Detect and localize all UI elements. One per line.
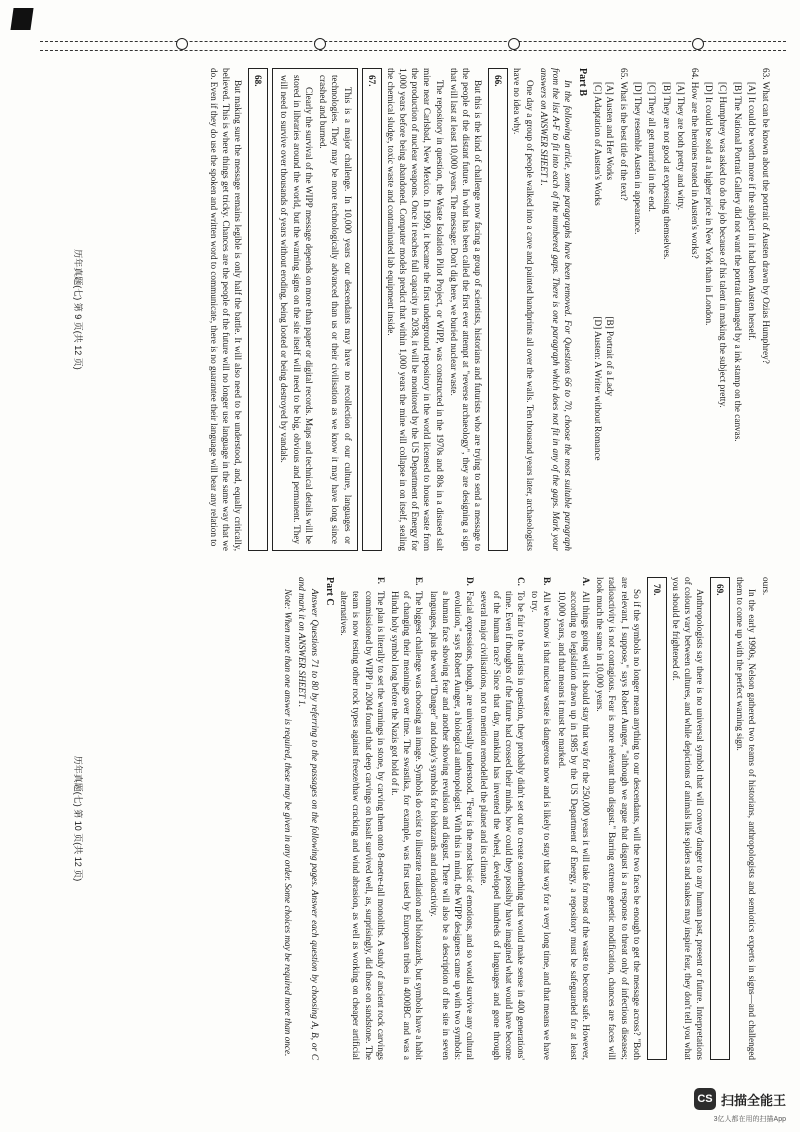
question-63-option-a: [A] It could be worth more if the subject in it had been Austen herself.	[746, 82, 757, 341]
binding-line-bottom	[40, 50, 786, 51]
question-65-option-d: [D] Austen: A Writer without Romance	[592, 316, 603, 461]
gap-67-box	[362, 68, 382, 551]
option-a-label: A.	[580, 577, 591, 586]
gap-70-label: 70.	[651, 584, 662, 596]
part-b-directions: In the following article, some paragraphs have been removed. For Questions 66 to 70, choose the most suitable paragraph from the list A-F to fit into each of the numbered gaps. There is one paragraph which does not fit in any of the gaps. Mark your answers on ANSWER SHEET 1.	[538, 68, 574, 551]
camscanner-logo-icon: CS	[694, 1088, 716, 1110]
option-e-label: E.	[414, 577, 425, 586]
question-65-stem: 65. What is the best title of the text?	[618, 68, 629, 201]
option-f-text: The plan is literally to set the warnings in stone, by carving them onto 8-metre-tall monoliths. A study of ancient rock carvings commissioned by WIPP in 2004 found that deep carvings on basalt survived well, as, surprisingly, did those on sandstone. The team is now testing other rock types against freeze/thaw cracking and wind abrasion, as well as working on cheaper artificial alternatives.	[339, 591, 386, 1060]
gap-67-label: 67.	[366, 75, 377, 87]
option-c-text: To be fair to the artists in question, they probably didn't set out to create something that would make sense in 400 generations' time. Even if thoughts of the future had crossed their minds, how could they possibly have imagined what would have become of the human race? Since that day, mankind has invented the wheel, developed hundreds of languages and gone through several major civilisations, not to mention remodelled the planet and its climate.	[479, 591, 526, 1060]
question-64-option-b: [B] They are not good at expressing themselves.	[661, 82, 672, 260]
question-64-option-c: [C] They all get married in the end.	[647, 82, 658, 212]
passage-paragraph-5: But making sure the message remains legible is only half the battle. It will also need to be understood, and, equally critically, believed. This is where things get tricky. Chances are the people of the future will no longer use language in the same way that we do. Even if they do use the spoken and written word to communicate, there is no guarantee their language will bear any relation to	[208, 68, 244, 551]
question-65-option-a: [A] Austen and Her Works	[604, 82, 615, 181]
watermark-app-name: 扫描全能王	[720, 1092, 786, 1108]
gap-70-box	[647, 577, 667, 1060]
option-b-label: B.	[542, 577, 553, 586]
exam-page-9	[72, 62, 772, 557]
part-c-note: Note: When more than one answer is required, these may be given in any order. Some choices may be required more than once.	[283, 589, 294, 1057]
gap-69-box	[710, 577, 730, 1060]
passage-paragraph-7: So if the symbols no longer mean anything to our descendants, will the two faces be enough to get the message across? "Both are relevant, I suppose," says Robert Aunger, "although we argue that disgust is a response to threat only of infectious diseases; radioactivity is not contagious. Fear is more relevant than disgust." Barring extreme genetic modification, chances are faces will look much the same in 10,000 years.	[595, 577, 642, 1060]
question-65-option-b: [B] Portrait of a Lady	[604, 316, 615, 397]
question-64-option-a: [A] They are both pretty and witty.	[675, 82, 686, 211]
option-a-text: All things going well it should stay that way for the 250,000 years it will take for most of the waste to become safe. However, according to legislation drawn up in 1985 by the US Department of Energy, a repository must be safeguarded for at least 10,000 years, and that means it must be marked.	[556, 591, 591, 1060]
part-b-title: Part B	[577, 68, 589, 97]
option-paragraph-b	[529, 577, 553, 1060]
passage-continuation: ours.	[761, 577, 771, 596]
gap-69-label: 69.	[715, 584, 726, 596]
option-paragraph-d	[427, 577, 476, 1060]
question-64-stem: 64. How are the heroines treated in Austen's works?	[689, 68, 700, 259]
question-63-option-b: [B] The National Portrait Gallery did not want the portrait damaged by a ink stamp on the canvas.	[732, 82, 743, 442]
exam-sheet-rotated	[72, 62, 772, 1072]
passage-paragraph-1: But this is the kind of challenge now facing a group of scientists, historians and futurists who are trying to send a message to the people of the distant future. In what has been called the first ever attempt at "reverse archaeology", they are designing a sign that will last at least 10,000 years. The message: Don't dig here, we buried nuclear waste.	[448, 68, 484, 551]
boxed-paragraph	[272, 68, 357, 551]
gap-68-box	[248, 68, 268, 551]
option-d-text: Facial expressions, though, are universally understood. "Fear is the most basic of emotions, and so would survive any cultural evolution," says Robert Aunger, a biological anthropologist. With this in mind, the WIPP designers came up with two symbols: a human face showing fear and another showing revulsion and disgust. There will also be a description of the site in seven languages, plus the word "Danger" and today's symbols for biohazards and radioactivity.	[428, 591, 476, 1060]
option-c-label: C.	[515, 577, 526, 586]
question-63-option-d: [D] It could be sold at a higher price in New York than in London.	[704, 82, 715, 326]
passage-paragraph-early-1990s: In the early 1990s, Nelson gathered two teams of historians, anthropologists and semiotics experts in signs—and challenged them to come up with the perfect warning sign.	[734, 577, 757, 1060]
option-d-label: D.	[465, 577, 476, 586]
option-paragraph-e	[389, 577, 426, 1060]
question-65-option-c: [C] Adaptation of Austen's Works	[592, 82, 603, 206]
question-65-options-row1	[604, 68, 616, 551]
part-c-title: Part C	[323, 577, 335, 606]
option-e-text: The biggest challenge was choosing an image. Symbols do exist to illustrate radiation and biohazards, but symbols have a habit of changing their meanings over time. The swastika, for example, was first used by European tribes in 4000BC and was a Hindu holy symbol long before the Nazis got hold of it.	[389, 591, 425, 1060]
watermark-tagline: 3亿人都在用的扫描App	[713, 1116, 786, 1123]
option-b-text: All we know is that nuclear waste is dangerous now and is likely to stay that way for a very long time, and that means we have to try.	[530, 591, 553, 1060]
passage-paragraph-3: This is a major challenge. In 10,000 years our descendants may have no recollection of our culture, languages or technologies. They may be more technologically advanced than us or their civilisation as we know it may have long since crashed and burned.	[318, 75, 353, 544]
option-f-label: F.	[375, 577, 386, 585]
passage-paragraph-6: Anthropologists say there is no universal symbol that will convey danger to any human past, present or future. Interpretations of colours vary between cultures, and while depictions of animals like spiders and snakes may inspire fear, they don't tell you what you should be frightened of.	[670, 577, 706, 1060]
gap-66-label: 66.	[493, 75, 504, 87]
question-65-options-row2	[591, 68, 603, 551]
passage-paragraph-4: Clearly the survival of the WIPP message depends on more than paper or digital records. Maps and technical details will be stored in libraries around the world, but the warning signs on the site itself will need to be big, obvious and permanent. They will need to survive over thousands of years without eroding, being looted or being destroyed by vandals.	[279, 75, 314, 544]
passage-paragraph-2: The repository in question, the Waste Isolation Pilot Project, or WIPP, was constructed in the 1970s and 80s in a disused salt mine near Carlsbad, New Mexico. In 1999, it became the first underground repository in the world licensed to house waste from the production of nuclear weapons. Once it reaches full capacity in 2038, it will be monitored by the US Department of Energy for 1,000 years before being abandoned. Computer models predict that within 1,000 years the mine will collapse in on itself, sealing the chemical sludge, toxic waste and contaminated lab equipment inside.	[385, 68, 445, 551]
part-c-directions: Answer Questions 71 to 80 by referring to the passages on the following pages. Answer each question by choosing A, B, or C and mark it on ANSWER SHEET 1.	[297, 577, 320, 1060]
binding-hole	[176, 38, 188, 50]
scanner-watermark	[694, 1088, 786, 1110]
exam-page-10	[72, 571, 772, 1066]
question-63-option-c: [C] Humphrey was asked to do the job because of his talent in making the subject pretty.	[718, 82, 729, 408]
binding-hole	[692, 38, 704, 50]
option-paragraph-a	[555, 577, 592, 1060]
gap-68-label: 68.	[253, 75, 264, 87]
page-9-footer: 历年真题(七) 第 9 页(共 12 页)	[73, 249, 84, 370]
binding-line-top	[40, 41, 786, 42]
page-10-footer: 历年真题(七) 第 10 页(共 12 页)	[73, 755, 84, 882]
passage-intro: One day a group of people walked into a cave and painted handprints all over the walls. Ten thousand years later, archaeologists have no idea why.	[512, 68, 535, 551]
gap-66-box	[488, 68, 508, 551]
binding-hole	[508, 38, 520, 50]
question-64-option-d: [D] They resemble Austen in appearance.	[633, 82, 644, 235]
question-63-stem: 63. What can be known about the portrait of Austen drawn by Ozias Humphrey?	[761, 68, 771, 364]
binding-hole	[314, 38, 326, 50]
option-paragraph-f	[338, 577, 387, 1060]
option-paragraph-c	[478, 577, 527, 1060]
corner-registration-mark	[10, 8, 33, 30]
